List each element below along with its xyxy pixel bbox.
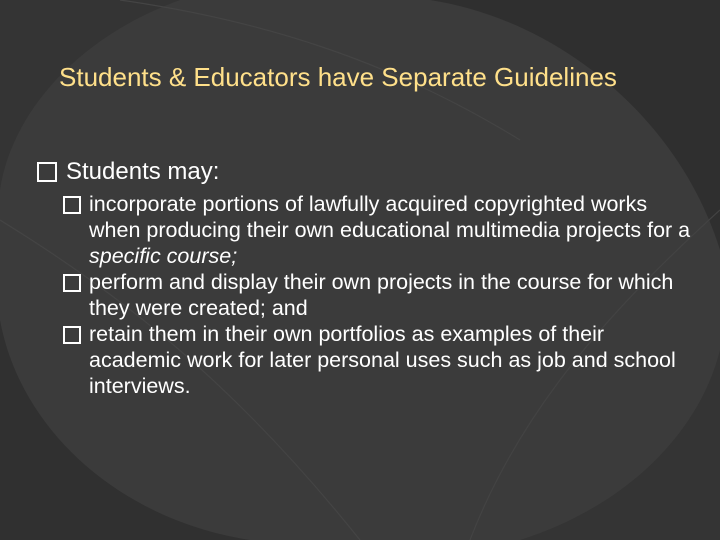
box-glyph-icon	[62, 195, 82, 215]
main-bullet	[36, 157, 676, 187]
sub-bullet-2	[62, 269, 702, 321]
box-glyph-icon	[36, 161, 58, 183]
sub-bullet-1	[62, 191, 702, 269]
slide-title: Students & Educators have Separate Guidelines	[59, 62, 617, 92]
sub-bullet-1-emphasis: specific course;	[89, 244, 238, 268]
main-bullet-label: Students may:	[66, 158, 220, 185]
sub-bullet-1-main: incorporate portions of lawfully acquired copyrighted works when producing their own educational multimedia projects for a	[89, 192, 691, 242]
box-glyph-icon	[62, 325, 82, 345]
sub-bullet-3-text: retain them in their own portfolios as examples of their academic work for later personal uses such as job and school interviews.	[89, 322, 676, 398]
box-glyph-icon	[62, 273, 82, 293]
sub-bullet-1-text	[89, 191, 699, 269]
sub-bullet-list	[62, 191, 702, 399]
sub-bullet-3	[62, 321, 702, 399]
sub-bullet-2-text: perform and display their own projects in the course for which they were created; and	[89, 270, 674, 320]
